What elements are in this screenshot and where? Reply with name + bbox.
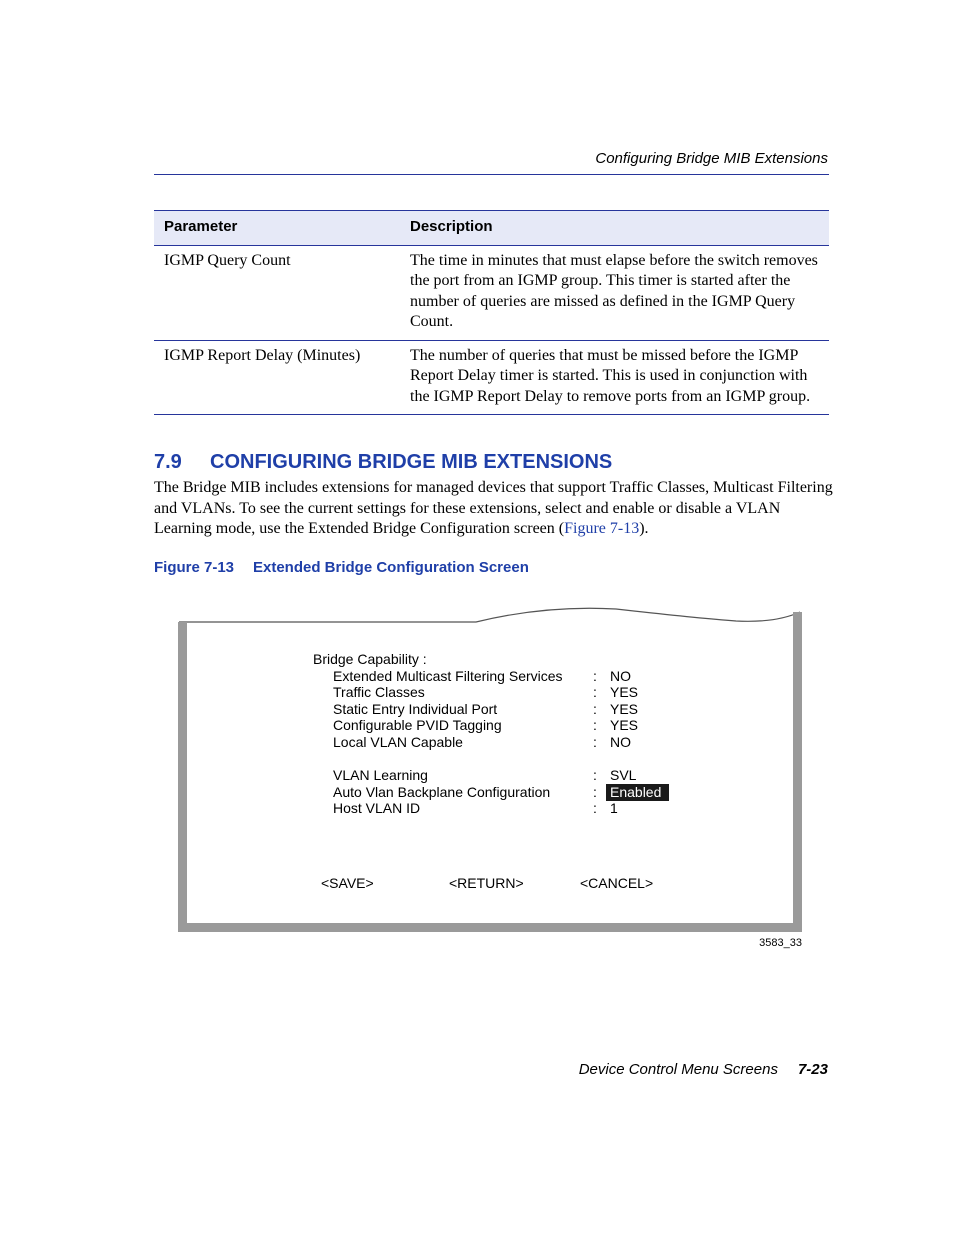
separator: : — [593, 800, 597, 816]
figure-title: Extended Bridge Configuration Screen — [253, 559, 529, 576]
capability-value: NO — [610, 734, 631, 750]
section-heading — [154, 451, 612, 474]
setting-label: Host VLAN ID — [333, 800, 421, 816]
column-header-description: Description — [400, 211, 829, 246]
separator: : — [593, 668, 597, 684]
parameter-cell: IGMP Report Delay (Minutes) — [154, 340, 400, 415]
separator: : — [593, 701, 597, 717]
setting-label: VLAN Learning — [333, 767, 428, 783]
figure-number: Figure 7-13 — [154, 559, 235, 576]
body-paragraph — [154, 478, 834, 540]
cancel-command[interactable]: <CANCEL> — [580, 875, 654, 891]
capability-label: Extended Multicast Filtering Services — [333, 668, 563, 684]
bridge-capability-heading: Bridge Capability : — [313, 651, 427, 667]
section-number: 7.9 — [154, 451, 182, 473]
separator: : — [593, 717, 597, 733]
table-row — [154, 245, 829, 340]
capability-value: NO — [610, 668, 631, 684]
capability-value: YES — [610, 701, 639, 717]
figure-link[interactable]: Figure 7-13 — [564, 520, 640, 537]
body-text: The Bridge MIB includes extensions for managed devices that support Traffic Classes, Multicast Filtering and VLANs. To see the current settings for these extensions, select and enable or disable a VLAN Learning mode, use the Extended Bridge Configuration screen ( — [154, 479, 833, 537]
auto-vlan-backplane-value[interactable]: Enabled — [606, 784, 669, 801]
page-footer — [540, 1061, 828, 1078]
setting-label: Auto Vlan Backplane Configuration — [333, 784, 551, 800]
separator: : — [593, 734, 597, 750]
parameter-table — [154, 210, 829, 415]
page-number: 7-23 — [797, 1061, 828, 1078]
capability-label: Traffic Classes — [333, 684, 425, 700]
description-cell: The number of queries that must be missed before the IGMP Report Delay timer is started. This is used in conjunction with the IGMP Report Delay to remove ports from an IGMP group. — [400, 340, 829, 415]
body-text-end: ). — [639, 520, 649, 537]
separator: : — [593, 767, 597, 783]
capability-value: YES — [610, 717, 639, 733]
parameter-cell: IGMP Query Count — [154, 245, 400, 340]
table-header-row — [154, 211, 829, 246]
capability-label: Local VLAN Capable — [333, 734, 463, 750]
footer-title: Device Control Menu Screens — [578, 1061, 778, 1078]
host-vlan-id-value[interactable]: 1 — [610, 800, 618, 816]
table-row — [154, 340, 829, 415]
capability-value: YES — [610, 684, 639, 700]
column-header-parameter: Parameter — [154, 211, 400, 246]
figure-caption — [154, 559, 529, 576]
return-command[interactable]: <RETURN> — [449, 875, 524, 891]
separator: : — [593, 784, 597, 800]
capability-label: Configurable PVID Tagging — [333, 717, 502, 733]
capability-label: Static Entry Individual Port — [333, 701, 498, 717]
vlan-learning-value[interactable]: SVL — [610, 767, 637, 783]
separator: : — [593, 684, 597, 700]
running-header: Configuring Bridge MIB Extensions — [595, 150, 828, 167]
header-rule — [154, 174, 829, 175]
description-cell: The time in minutes that must elapse before the switch removes the port from an IGMP group. This timer is started after the number of queries are missed as defined in the IGMP Query Count. — [400, 245, 829, 340]
section-title: CONFIGURING BRIDGE MIB EXTENSIONS — [210, 451, 613, 473]
figure-art-id: 3583_33 — [759, 937, 802, 949]
save-command[interactable]: <SAVE> — [321, 875, 374, 891]
